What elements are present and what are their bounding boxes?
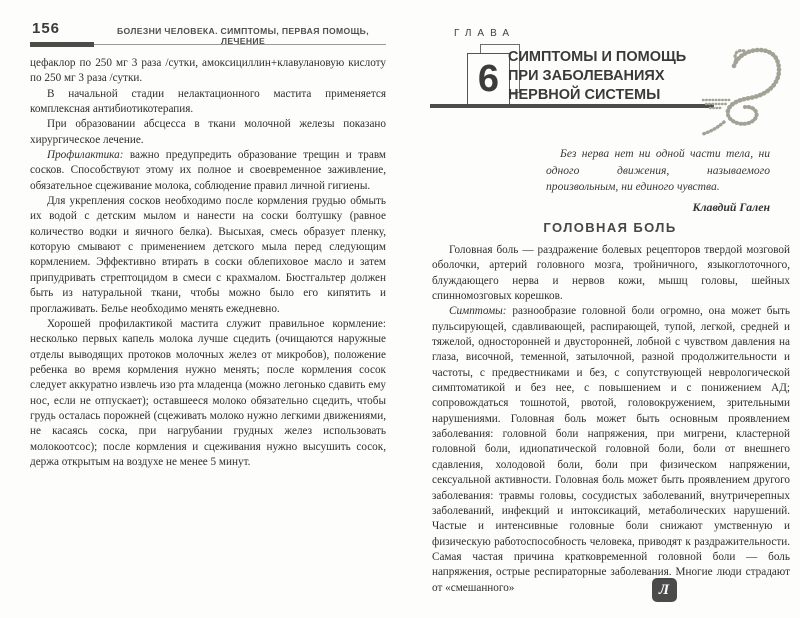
snake-bowl-icon [700, 42, 790, 137]
left-page-header [30, 20, 386, 50]
paragraph: В начальной стадии нелактационного мастита применяется комплексная антибиотикотерапия. [30, 87, 386, 116]
chapter-rule [430, 104, 714, 108]
chapter-number: 6 [477, 58, 500, 100]
running-header: БОЛЕЗНИ ЧЕЛОВЕКА. СИМПТОМЫ, ПЕРВАЯ ПОМОЩЬ, ЛЕЧЕНИЕ [117, 26, 369, 46]
paragraph: Профилактика: важно предупредить образование трещин и травм сосков. Способствуют этому их полное и своевременное заживление, обязательное сцеживание молока, соблюдение правил личной гигиены. [30, 149, 386, 192]
paragraph: Симптомы: разнообразие головной боли огромно, она может быть пульсирующей, сдавливающей, распирающей, тупой, легкой, средней и тяжелой, односторонней и двусторонней, лобной с чувством давления на глаза, височной, теменной, затылочной, разной продолжительности и частоты, с предвестниками и без, с сопутствующей неврологической симптоматикой и без нее, с повышением и с понижением АД; сопровождаться тошнотой, рвотой, головокружением, зрительными нарушениями. Головная боль может быть основным проявлением заболевания: головной боли напряжения, при мигрени, кластерной головной боли, идиопатической головной боли, боли от внешнего сдавления, холодовой боли, боли при физическом напряжении, сексуальной активности. Головная боль может быть проявлением другого заболевания: травмы головы, сосудистых заболеваний, внутричерепных заболеваний, инфекций и интоксикаций, метаболических нарушений. Частые и интенсивные головные боли снижают умственную и физическую работоспособность человека, приводят к раздражительности. Самая частая причина кратковременной головной боли — боль напряжения, острые респираторные заболевания. Многие люди страдают от «смешанного» [432, 305, 790, 594]
chapter-title [508, 48, 708, 104]
badge-front-square [467, 53, 510, 105]
paragraph: Для укрепления сосков необходимо после кормления грудью обмыть их водой с детским мылом и нанести на соски болтушку (равное количество водки и яичного белка). Высыхая, смесь образует пленку, которую смывают с применением детского мыла перед следующим кормлением. Эффективно втирать в соски облепиховое масло и затем припудривать стрептоцидом в смеси с крахмалом. Бюстгальтер должен быть из натуральной ткани, чтобы можно было его кипятить и проглаживать. Белье необходимо менять ежедневно. [30, 195, 386, 315]
section-heading: ГОЛОВНАЯ БОЛЬ [543, 220, 677, 235]
watermark-letter: Л [658, 581, 670, 598]
page-number: 156 [32, 20, 61, 37]
right-page-body [432, 243, 790, 596]
epigraph-attribution: Клавдий Гален [692, 199, 770, 214]
paragraph: цефаклор по 250 мг 3 раза /сутки, амоксициллин+клавулановую кислоту по 250 мг 3 раза /сутки. [30, 57, 386, 85]
paragraph: Хорошей профилактикой мастита служит правильное кормление: несколько первых капель молока лучше сцедить (очищаются наружные отделы выводящих протоков молочных желез от микробов), положение ребенка во время кормления нужно менять; после кормления сосок следует аккуратно извлечь изо рта младенца (можно легонько сдавить ему нос, если не отпускает); оставшееся молоко обязательно сцедить, чтобы грудь осталась порожней (сцеживать молоко нужно легкими движениями, не касаясь соска, при нагрубании грудных желез использовать молокоотсос); после кормления и сцеживания нужно высушить сосок, держа открытым на воздухе не менее 5 минут. [30, 317, 386, 468]
right-page [430, 0, 792, 618]
paragraph: Головная боль — раздражение болевых рецепторов твердой мозговой оболочки, артерий головного мозга, тройничного, языкоглоточного, блуждающего нерва и нервов кожи, мышц головы, шейных спинномозговых корешков. [432, 244, 790, 303]
chapter-title-line: ПРИ ЗАБОЛЕВАНИЯХ [508, 67, 665, 84]
paragraph: При образовании абсцесса в ткани молочной железы показано хирургическое лечение. [30, 118, 386, 146]
chapter-title-line: НЕРВНОЙ СИСТЕМЫ [508, 86, 661, 103]
header-thick-bar [30, 42, 94, 47]
left-page-body [30, 56, 386, 470]
labyrinth-watermark-logo [652, 578, 677, 602]
chapter-label: ГЛАВА [454, 28, 516, 39]
epigraph-text: Без нерва нет ни одной части тела, ни одного движения, называемого произвольным, ни единого чувства. [546, 147, 770, 193]
chapter-title-line: СИМПТОМЫ И ПОМОЩЬ [508, 49, 687, 65]
epigraph [546, 146, 770, 215]
chapter-header [430, 24, 792, 136]
